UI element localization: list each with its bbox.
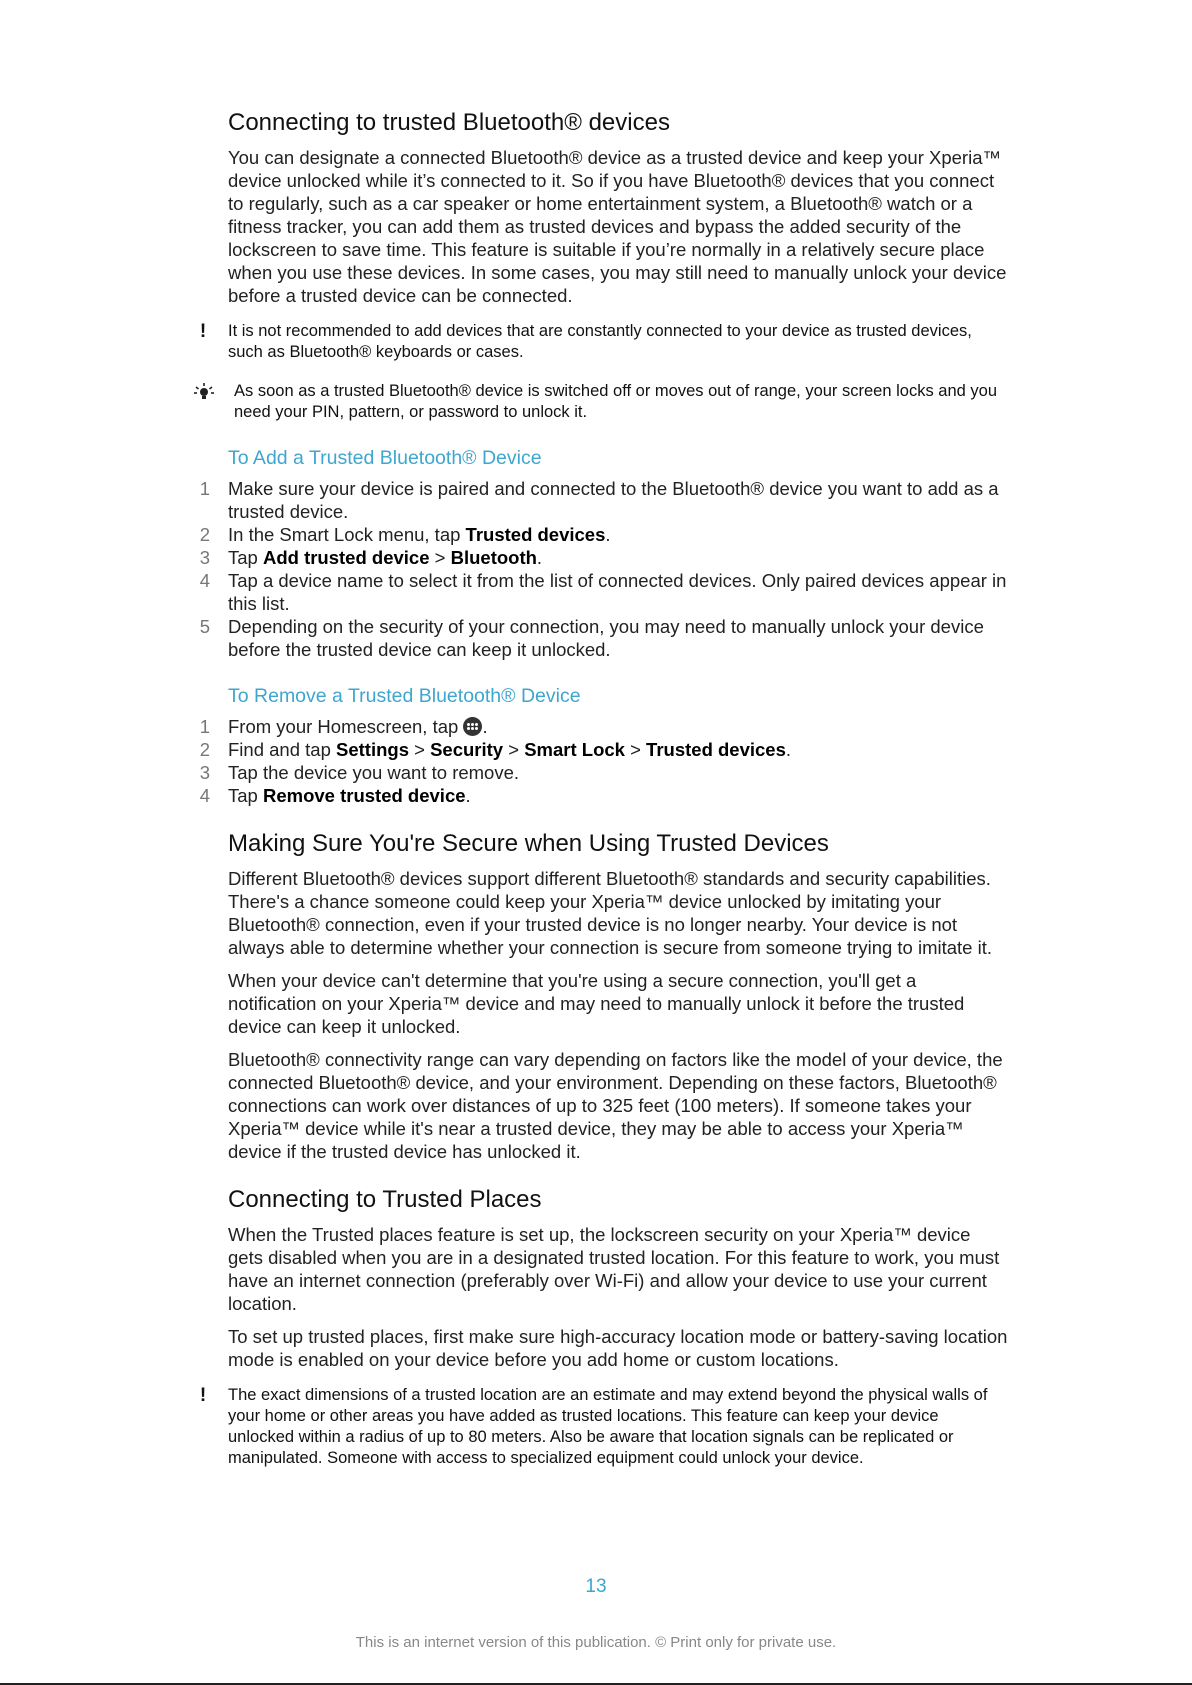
warning-text: It is not recommended to add devices that are constantly connected to your device as trusted devices, such as Bluetooth® keyboards or cases. <box>228 322 972 361</box>
list-item: 3 Tap the device you want to remove. <box>228 761 1008 784</box>
remove-device-steps <box>199 715 1008 807</box>
section-title-secure: Making Sure You're Secure when Using Trusted Devices <box>228 830 829 857</box>
warning-note <box>199 321 1008 363</box>
footer-notice: This is an internet version of this publication. © Print only for private use. <box>355 1634 837 1651</box>
trusted-bluetooth-intro: You can designate a connected Bluetooth® device as a trusted device and keep your Xperia™ device unlocked while it’s connected to it. So if you have Bluetooth® devices that you connect to regularly, such as a car speaker or home entertainment system, a Bluetooth® watch or a fitness tracker, you can add them as trusted devices and bypass the added security of the lockscreen to save time. This feature is suitable if you’re normally in a relatively secure place when you use these devices. In some cases, you may still need to manually unlock your device before a trusted device can be connected. <box>228 147 1007 306</box>
remove-device-heading: To Remove a Trusted Bluetooth® Device <box>228 685 581 707</box>
step-number: 5 <box>199 616 210 637</box>
tip-note <box>228 381 1008 423</box>
paragraph: When the Trusted places feature is set up, the lockscreen security on your Xperia™ device gets disabled when you are in a designated trusted location. For this feature to work, you must have an internet connection (preferably over Wi-Fi) and allow your device to use your current location. <box>228 1224 1000 1314</box>
list-item: 4 Tap a device name to select it from the list of connected devices. Only paired devices appear in this list. <box>228 569 1008 615</box>
add-device-heading: To Add a Trusted Bluetooth® Device <box>228 447 542 469</box>
add-device-steps <box>199 477 1008 661</box>
lightbulb-icon <box>194 383 214 401</box>
tip-text: As soon as a trusted Bluetooth® device is switched off or moves out of range, your screen locks and you need your PIN, pattern, or password to unlock it. <box>234 382 998 421</box>
paragraph: Different Bluetooth® devices support different Bluetooth® standards and security capabilities. There's a chance someone could keep your Xperia™ device unlocked by imitating your Bluetooth® connection, even if your trusted device is no longer nearby. Your device is not always able to determine whether your connection is secure from someone trying to imitate it. <box>228 868 993 958</box>
exclamation-icon: ! <box>199 321 207 342</box>
warning-note <box>199 1385 1008 1469</box>
secure-trusted-section <box>228 829 1008 1163</box>
step-number: 1 <box>199 478 210 499</box>
trusted-places-section <box>199 1185 1008 1469</box>
list-item: 5 Depending on the security of your connection, you may need to manually unlock your device before the trusted device can keep it unlocked. <box>228 615 1008 661</box>
paragraph: Bluetooth® connectivity range can vary depending on factors like the model of your device, the connected Bluetooth® device, and your environment. Depending on these factors, Bluetooth® connections can work over distances of up to 325 feet (100 meters). If someone takes your Xperia™ device while it's near a trusted device, they may be able to access your Xperia™ device if the trusted device has unlocked it. <box>228 1049 1003 1162</box>
exclamation-icon: ! <box>199 1385 207 1406</box>
warning-text: The exact dimensions of a trusted location are an estimate and may extend beyond the physical walls of your home or other areas you have added as trusted locations. This feature can keep your device unlocked within a radius of up to 80 meters. Also be aware that location signals can be replicated or manipulated. Someone with access to specialized equipment could unlock your device. <box>228 1386 988 1467</box>
list-item: 3 Tap Add trusted device > Bluetooth. <box>228 546 1008 569</box>
step-number: 4 <box>199 785 210 806</box>
step-number: 3 <box>199 547 210 568</box>
paragraph: When your device can't determine that you're using a secure connection, you'll get a notification on your Xperia™ device and may need to manually unlock it before the trusted device can keep it unlocked. <box>228 970 965 1037</box>
step-number: 2 <box>199 524 210 545</box>
page-number: 13 <box>585 1576 607 1597</box>
section-title-trusted-places: Connecting to Trusted Places <box>228 1186 542 1213</box>
list-item: 2 In the Smart Lock menu, tap Trusted devices. <box>228 523 1008 546</box>
list-item: 2 Find and tap Settings > Security > Smart Lock > Trusted devices. <box>228 738 1008 761</box>
list-item: 1 From your Homescreen, tap . <box>228 715 1008 738</box>
content-column <box>199 108 1008 1487</box>
paragraph: To set up trusted places, first make sure high-accuracy location mode or battery-saving location mode is enabled on your device before you add home or custom locations. <box>228 1326 1008 1370</box>
app-grid-icon <box>463 717 482 736</box>
step-number: 3 <box>199 762 210 783</box>
step-number: 4 <box>199 570 210 591</box>
list-item: 1 Make sure your device is paired and connected to the Bluetooth® device you want to add as a trusted device. <box>228 477 1008 523</box>
step-number: 2 <box>199 739 210 760</box>
section-title-trusted-bluetooth: Connecting to trusted Bluetooth® devices <box>228 109 670 136</box>
step-number: 1 <box>199 716 210 737</box>
list-item: 4 Tap Remove trusted device. <box>228 784 1008 807</box>
